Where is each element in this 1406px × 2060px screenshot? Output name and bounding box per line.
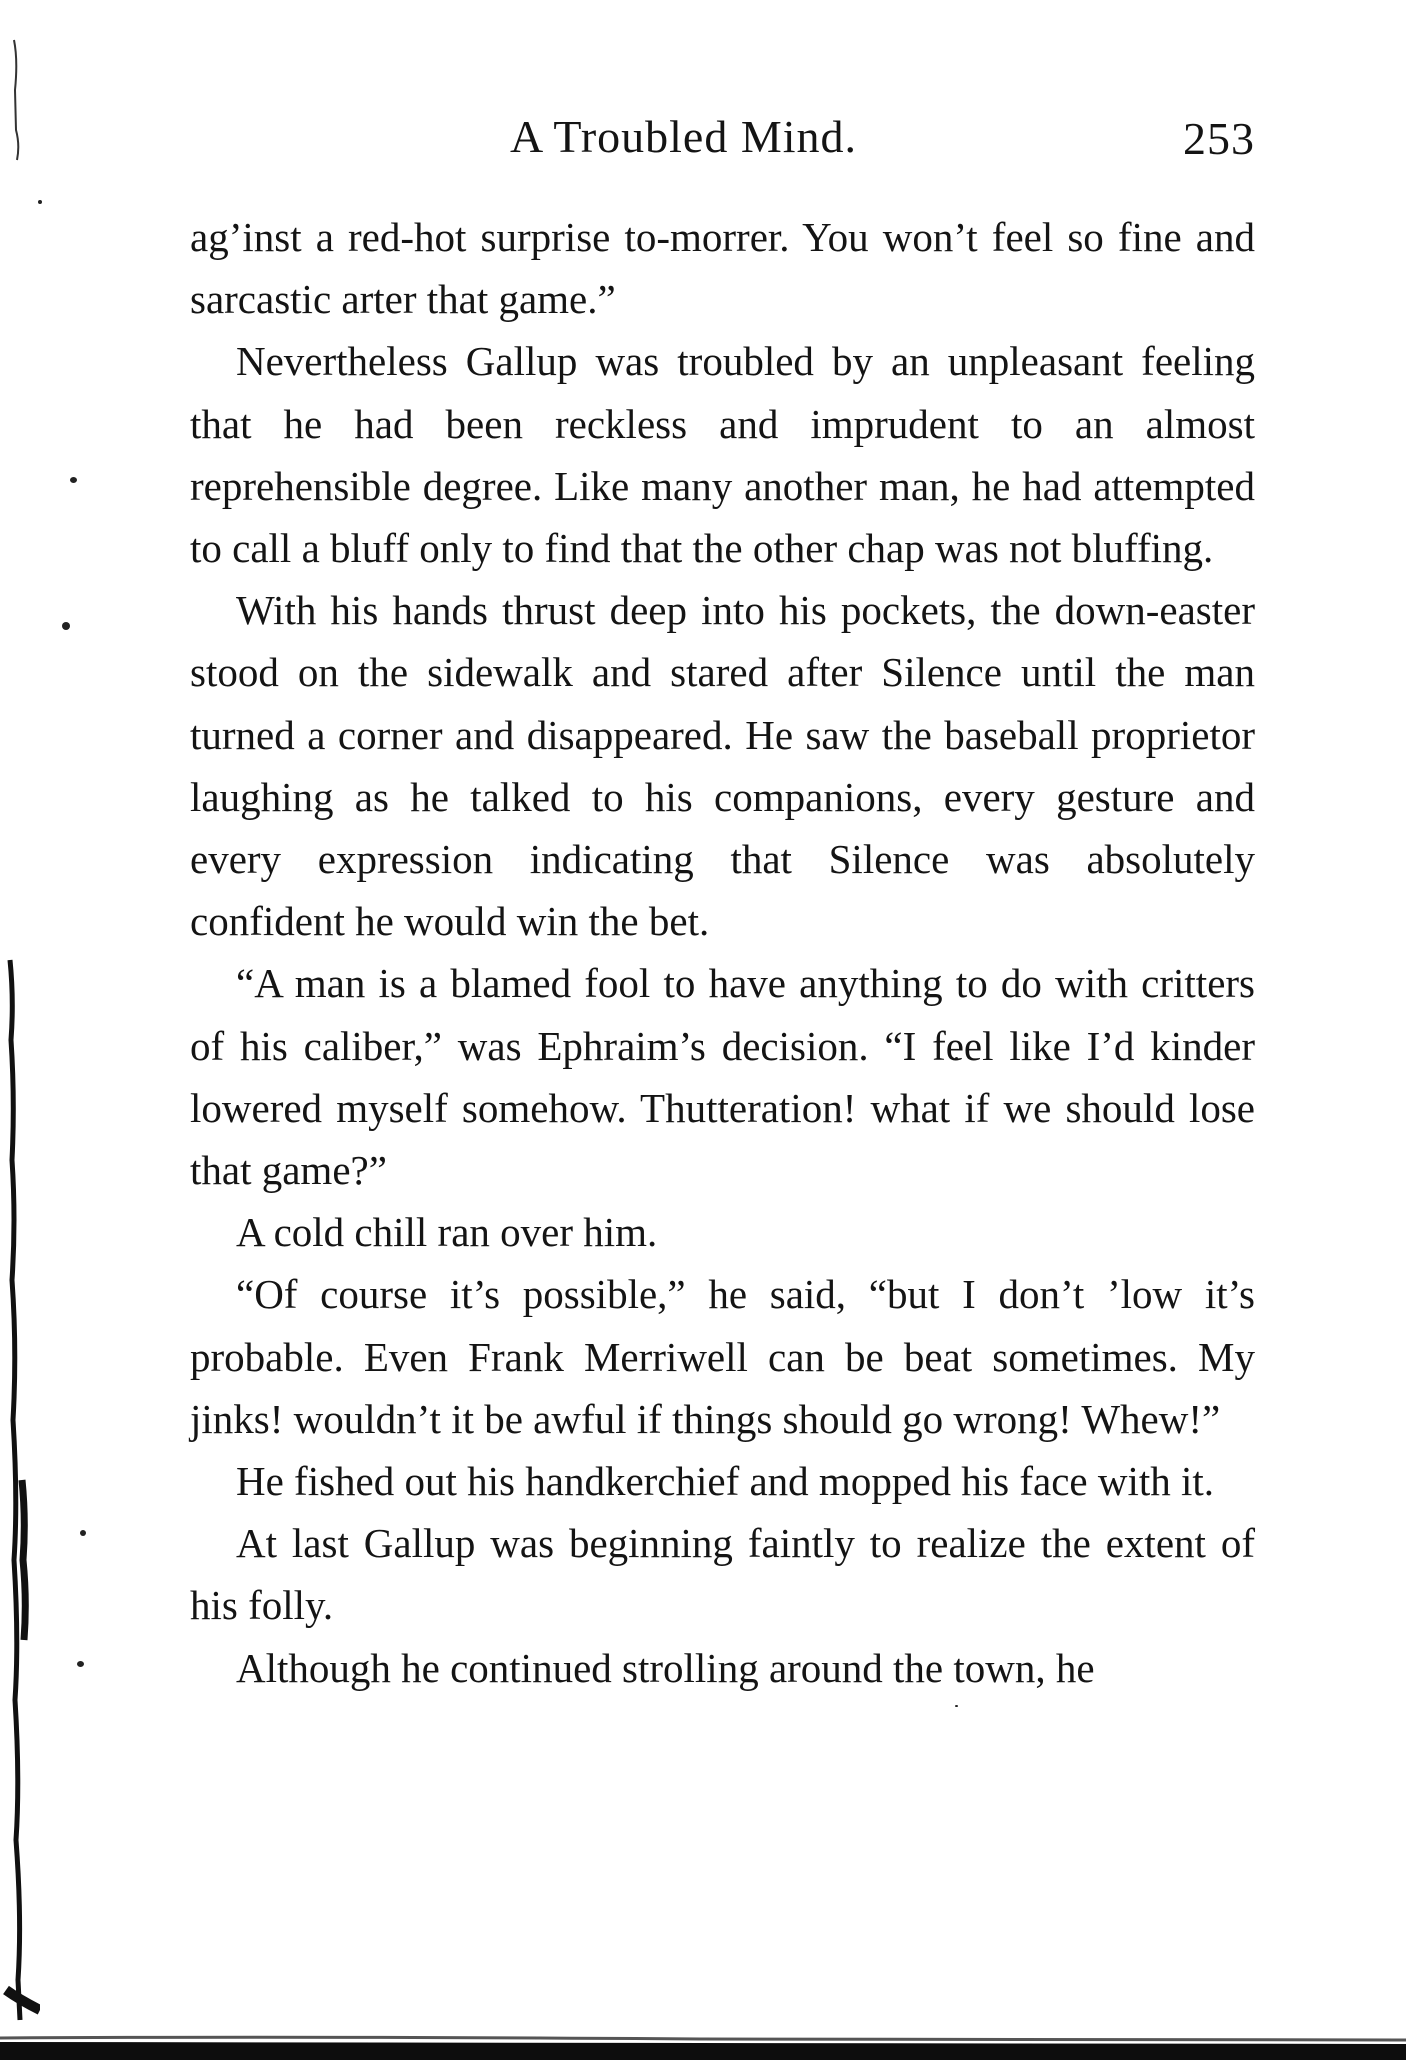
paragraph: Although he continued strolling around the town, he [236,1644,1095,1691]
paragraph: “A man is a blamed fool to have anything to do with critters of his caliber,” was Ephraim’s decision. “I feel like I’d kinder lowered myself somehow. Thutteration! what if we should lose that game?” [190,960,1255,1194]
page-bottom-edge [0,2020,1406,2060]
paragraph: “Of course it’s possible,” he said, “but I don’t ’low it’s probable. Even Frank Merriwell can be beat sometimes. My jinks! wouldn’t it be awful if things should go wrong! Whew!” [190,1271,1255,1442]
paragraph: ag’inst a red-hot surprise to-morrer. You won’t feel so fine and sarcastic arter that game.” [190,214,1255,323]
paragraph: At last Gallup was beginning faintly to realize the extent of his folly. [190,1520,1255,1629]
running-title: A Troubled Mind. [510,111,858,162]
running-head [190,110,1255,170]
binding-edge-shadow [0,0,40,2060]
paragraph: With his hands thrust deep into his pockets, the down-easter stood on the sidewalk and stared after Silence until the man turned a corner and disappeared. He saw the baseball proprietor laughing as he talked to his companions, every gesture and every expression indicating that Silence was absolutely confident he would win the bet. [190,587,1255,945]
body-text [190,206,1255,1699]
paragraph: He fished out his handkerchief and mopped his face with it. [236,1458,1215,1505]
paragraph: A cold chill ran over him. [236,1209,658,1256]
page-number: 253 [1183,113,1255,164]
paragraph: Nevertheless Gallup was troubled by an unpleasant feeling that he had been reckless and imprudent to an almost reprehensible degree. Like many another man, he had attempted to call a bluff only to find that the other chap was not bluffing. [190,338,1255,572]
